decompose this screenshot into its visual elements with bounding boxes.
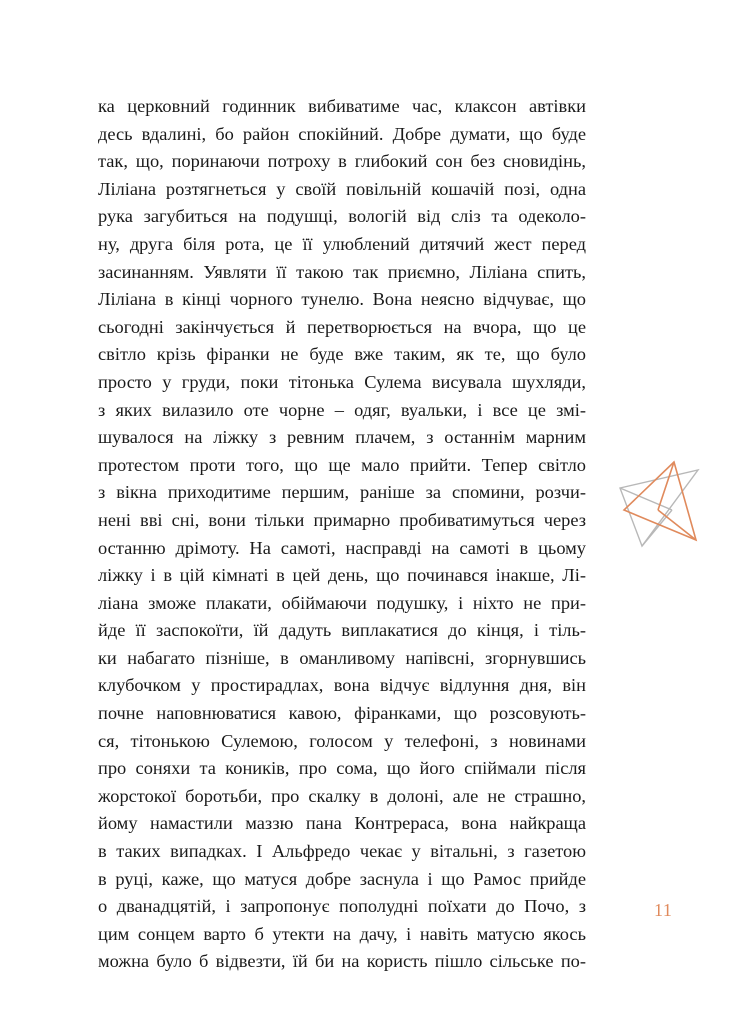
text-line: ліана зможе плакати, обіймаючи подушку, і ніхто не при- [98,592,586,613]
text-line: ка церковний годинник вибиватиме час, клаксон автівки [98,96,586,116]
text-line: клубочком у простирадлах, вона відчує відлуння дня, він [98,675,586,696]
text-line: з яких вилазило оте чорне – одяг, вуальки, і все це змі- [98,399,586,420]
body-text [98,93,586,976]
text-line: Ліліана в кінці чорного тунелю. Вона неясно відчуває, що [98,289,586,310]
page-number: 11 [654,900,673,920]
text-line: жорстокої боротьби, про скалку в долоні, але не страшно, [98,785,586,806]
text-line: йде її заспокоїти, їй дадуть виплакатися до кінця, і тіль- [98,620,586,641]
text-line: ліжку і в цій кімнаті в цей день, що починався інакше, Лі- [98,565,586,586]
text-line: о дванадцятій, і запропонує пополудні поїхати до Почо, з [98,896,586,917]
text-line: сьогодні закінчується й перетворюється на вчора, що це [98,316,586,337]
text-line: світло крізь фіранки не буде вже таким, як те, що було [98,344,586,365]
text-line: йому намастили маззю пана Контрераса, вона найкраща [98,813,586,834]
geometric-triangles-icon [612,458,702,558]
text-line: так, що, поринаючи потроху в глибокий сон без сновидінь, [98,151,586,172]
text-line: ки набагато пізніше, в оманливому напівсні, згорнувшись [98,647,586,668]
text-line: ся, тітонькою Сулемою, голосом у телефоні, з новинами [98,730,586,751]
text-line: Ліліана розтягнеться у своїй повільній кошачій позі, одна [98,178,586,199]
text-line: почне наповнюватися кавою, фіранками, що розсовують- [98,703,586,724]
text-line: десь вдалині, бо район спокійний. Добре думати, що буде [98,123,586,144]
text-line: останню дрімоту. На самоті, насправді на самоті в цьому [98,537,586,558]
text-line: в руці, каже, що матуся добре заснула і що Рамос прийде [98,868,586,889]
text-line: шувалося на ліжку з ревним плачем, з останнім марним [98,427,586,448]
text-line: нені вві сні, вони тільки примарно пробиватимуться через [98,509,586,530]
text-line: цим сонцем варто б утекти на дачу, і навіть матусю якось [98,923,586,944]
text-line: можна було б відвезти, їй би на користь пішло сільське по- [98,951,586,972]
text-line: ну, друга біля рота, це її улюблений дитячий жест перед [98,233,586,254]
text-line: засинанням. Уявляти її такою так приємно, Ліліана спить, [98,261,586,282]
text-line: просто у груди, поки тітонька Сулема висувала шухляди, [98,371,586,392]
text-line: протестом проти того, що ще мало прийти. Тепер світло [98,454,586,475]
text-line: з вікна приходитиме першим, раніше за спомини, розчи- [98,482,586,503]
text-line: в таких випадках. І Альфредо чекає у вітальні, з газетою [98,841,586,862]
text-line: рука загубиться на подушці, вологій від сліз та одеколо- [98,206,586,227]
text-line: про соняхи та коників, про сома, що його спіймали після [98,758,586,779]
